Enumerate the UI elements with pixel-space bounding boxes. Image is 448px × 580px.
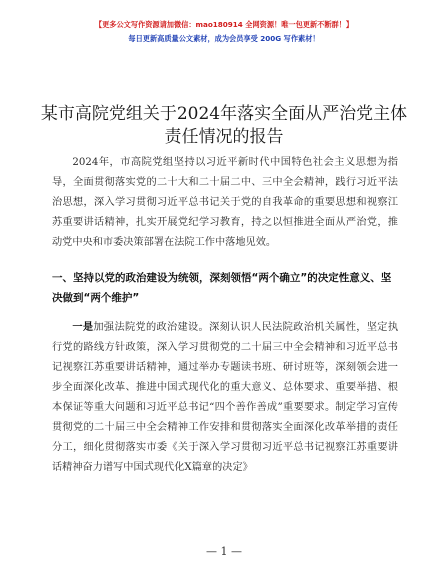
page-number: — 1 — xyxy=(206,545,242,558)
promo-banner xyxy=(0,0,448,64)
document-title-line-1: 某市高院党组关于2024年落实全面从严治党主体 xyxy=(40,104,408,124)
intro-paragraph: 2024年，市高院党组坚持以习近平新时代中国特色社会主义思想为指导，全面贯彻落实党的二十大和二十届二中、三中全会精神，践行习近平法治思想，深入学习贯彻习近平总书记关于党的自我革命的重要思想和视察江苏重要讲话精神，扎实开展党纪学习教育，持之以恒推进全面从严治党，推动党中央和市委决策部署在法院工作中落地见效。 xyxy=(52,157,398,248)
document-title-line-2: 责任情况的报告 xyxy=(164,127,284,147)
paragraph-body: 加强法院党的政治建设。深刻认识人民法院政治机关属性，坚定执行党的路线方针政策，深入学习贯彻党的二十届三中全会精神和习近平总书记视察江苏重要讲话精神，通过举办专题读书班、研讨班等，深刻领会进一步全面深化改革、推进中国式现代化的重大意义、总体要求、重要举措、根本保证等重大问题和习近平总书记“四个善作善成”重要要求。制定学习宣传贯彻党的二十届三中全会精神工作安排和贯彻落实全面深化改革举措的责任分工，细化贯彻落实市委《关于深入学习贯彻习近平总书记视察江苏重要讲话精神奋力谱写中国式现代化X篇章的决定》 xyxy=(52,322,399,473)
body-paragraph-1 xyxy=(52,318,398,478)
promo-banner-line-2: 每日更新高质量公文素材，成为会员享受 200G 写作素材！ xyxy=(128,34,320,43)
section-heading-1: 一、坚持以党的政治建设为统领，深刻领悟“两个确立”的决定性意义、坚决做到“两个维护” xyxy=(52,272,392,304)
paragraph-lead: 一是 xyxy=(72,322,94,333)
promo-banner-line-1: 【更多公文写作资源请加微信：mao180914 全网资源！唯一包更新不断群！】 xyxy=(94,20,354,29)
